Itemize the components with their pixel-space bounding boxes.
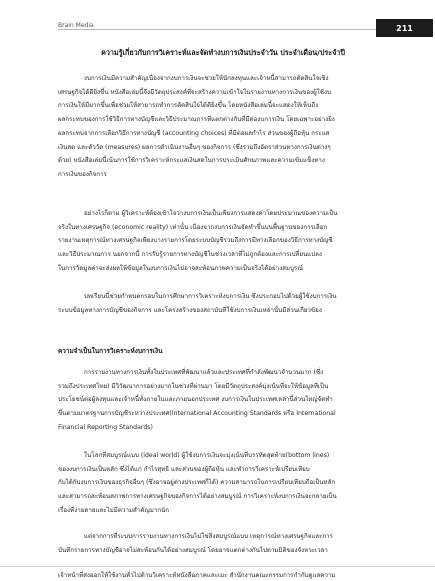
- paragraph-ideal-world: [58, 449, 364, 518]
- text-line: แต่จากการที่ระบบการรายงานทางการเงินไม่ใช่สิ่งสมบูรณ์แบบ เหตุการณ์ทางเศรษฐกิจและการ: [84, 533, 333, 540]
- text-line: ในโลกที่สมบูรณ์แบบ (ideal world) ผู้ใช้งบการเงินจะมุ่งเน้นที่บรรทัดสุดท้าย(bottom lines): [84, 452, 330, 459]
- paragraph-economic-reality: [58, 207, 364, 276]
- page-title: ความรู้เกี่ยวกับการวิเคราะห์และจัดทำงบการเงินประจำวัน ประจำเดือน/ประจำปี: [101, 48, 345, 57]
- text-line: และสามารถสะท้อนสภาพการทางเศรษฐกิจของกิจการได้อย่างสมบูรณ์ การวิเคราะห์งบการเงินจะกลายเป็น: [58, 493, 337, 501]
- text-line: ระบบข้อมูลทางการบัญชีของกิจการ และโครงสร้างของสถาบันที่ใช้งบการเงินเหล่านั้นมีส่วนเกี่ยวข้อง: [58, 306, 322, 314]
- text-line: บันทึกรายการทางบัญชีอาจไม่สะท้อนกันได้อย่างสมบูรณ์ โดยอาจแตกต่างกันไปตามมิติของจังหวะเวลา: [58, 546, 328, 554]
- footer-text: เจ้าหน้าที่ส่งออกให้ใช้งานทั่วไปด้านวิเคราะห์หนังสือภาคและเมะ สำนักงานคณะกรรมการกำกับดูแลความ: [58, 572, 336, 579]
- paragraph-reporting-standards: [58, 366, 364, 435]
- text-line: การเงินให้มีมากขึ้นเพื่อช่วยให้สามารถทำการตัดสินใจได้ดียิ่งขึ้น โดยหนังสือเล่มนี้จะแสดงให้เห็นถึง: [58, 102, 319, 110]
- text-line: Financial Reporting Standards): [58, 423, 153, 431]
- running-head: Brain Media: [58, 22, 94, 29]
- text-line: ผลกระทบของการใช้วิธีการทางบัญชีและวิธีประมาณการที่แตกต่างกันที่มีต่องบการเงิน โดยเฉพาะอย่างยิ่ง: [58, 116, 335, 124]
- text-line: ขึ้นตามมาตรฐานการบัญชีระหว่างประเทศ(International Accounting Standards หรือ International: [58, 410, 336, 418]
- text-line: กับได้กับงบการเงินของธุรกิจอื่นๆ (ซึ่งอาจอยู่ต่างประเทศก็ได้) ความสามารถในการเปรียบเทียบถือเป็นหลัก: [58, 479, 336, 487]
- text-line: การเงินของกิจการ: [58, 170, 107, 178]
- paragraph-chapter-scope: [58, 290, 364, 317]
- text-line: เศรษฐกิจได้ดียิ่งขึ้น หนังสือเล่มนี้จึงมีวัตถุประสงค์ที่จะสร้างความเข้าใจในรายงานทางการเงินของผู้ใช้งบ: [58, 88, 331, 96]
- text-line: ประโยชน์ต่อผู้ลงทุนและเจ้าหนี้ทั้งภายในและภายนอกประเทศ งบการเงินในประเทศเหล่านี้ส่วนใหญ่จัดทำ: [58, 396, 333, 404]
- text-line: ในการวัดมูลค่าจะส่งผลให้ข้อมูลในงบการเงินไม่อาจสะท้อนภาพความเป็นจริงได้อย่างสมบูรณ์: [58, 264, 303, 272]
- text-line: งบการเงินมีความสำคัญเนื่องจากงบการเงินจะช่วยให้นักลงทุนและเจ้าหนี้สามารถตัดสินใจเชิง: [84, 75, 329, 82]
- text-line: การรายงานทางการเงินทั้งในประเทศที่พัฒนาแล้วและประเทศที่กำลังพัฒนาจำนวนมาก (ซึ่ง: [84, 369, 324, 376]
- section-heading: ความจำเป็นในการวิเคราะห์งบการเงิน: [58, 347, 163, 355]
- text-line: อย่างไรก็ตาม ผู้วิเคราะห์ต้องเข้าใจว่างบการเงินเป็นเพียงการแสดงค่าโดยประมาณของความเป็น: [84, 210, 338, 217]
- paragraph-imperfect-reporting: [58, 530, 364, 557]
- text-line: ด้วย) หนังสือเล่มนี้เน้นการใช้การวิเคราะห์กระแสเงินสดในการประเมินศักยภาพและความเข้มแข็งทาง: [58, 157, 325, 165]
- text-line: ของงบการเงินเป็นหลัก ซึ่งได้แก่ กำไรสุทธิ และส่วนของผู้ถือหุ้น และทำการวิเคราะห์เปรียบเทียบ: [58, 465, 310, 473]
- header-divider: [58, 29, 378, 30]
- text-line: บทเรียนนี้ช่วยกำหนดกรอบในการศึกษาการวิเคราะห์งบการเงิน ซึ่งประกอบไปด้วยผู้ใช้งบการเงิน: [84, 293, 337, 300]
- paragraph-intro: [58, 72, 364, 182]
- page-number-badge: 211: [376, 19, 433, 37]
- text-line: ผลกระทบจากการเลือกวิธีการทางบัญชี (accounting choices) ที่มีต่อผลกำไร ส่วนของผู้ถือหุ้น กระแส: [58, 129, 330, 137]
- text-line: รายงานเหตุการณ์ทางเศรษฐกิจเพียงบางรายการโดยระบบบัญชีรวมถึงการมีทางเลือกของวิธีการทางบัญชี: [58, 237, 333, 245]
- footer-band: [0, 566, 435, 581]
- text-line: เรื่องที่ง่ายดายและไม่มีความสำคัญมากนัก: [58, 506, 169, 514]
- text-line: และวิธีประมาณการ นอกจากนี้ การรับรู้รายการทางบัญชีในช่วงเวลาที่ไม่ถูกต้องและการเปลี่ยนแปลง: [58, 251, 322, 259]
- text-line: รวมถึงประเทศไทย) มีวิวัฒนาการอย่างมากในช่วงที่ผ่านมา โดยมีวัตถุประสงค์มุ่งเน้นที่จะให้ข้อมูลที่เป็น: [58, 382, 329, 390]
- text-line: จริงในทางเศรษฐกิจ (economic reality) เท่านั้น เนื่องจากงบการเงินจัดทำขึ้นบนพื้นฐานของการเลือก: [58, 223, 328, 231]
- text-line: เงินสด และตัววัด (measures) ผลการดำเนินงานอื่นๆ ของกิจการ (ซึ่งรวมถึงอัตราส่วนทางการเงินต่างๆ: [58, 143, 331, 151]
